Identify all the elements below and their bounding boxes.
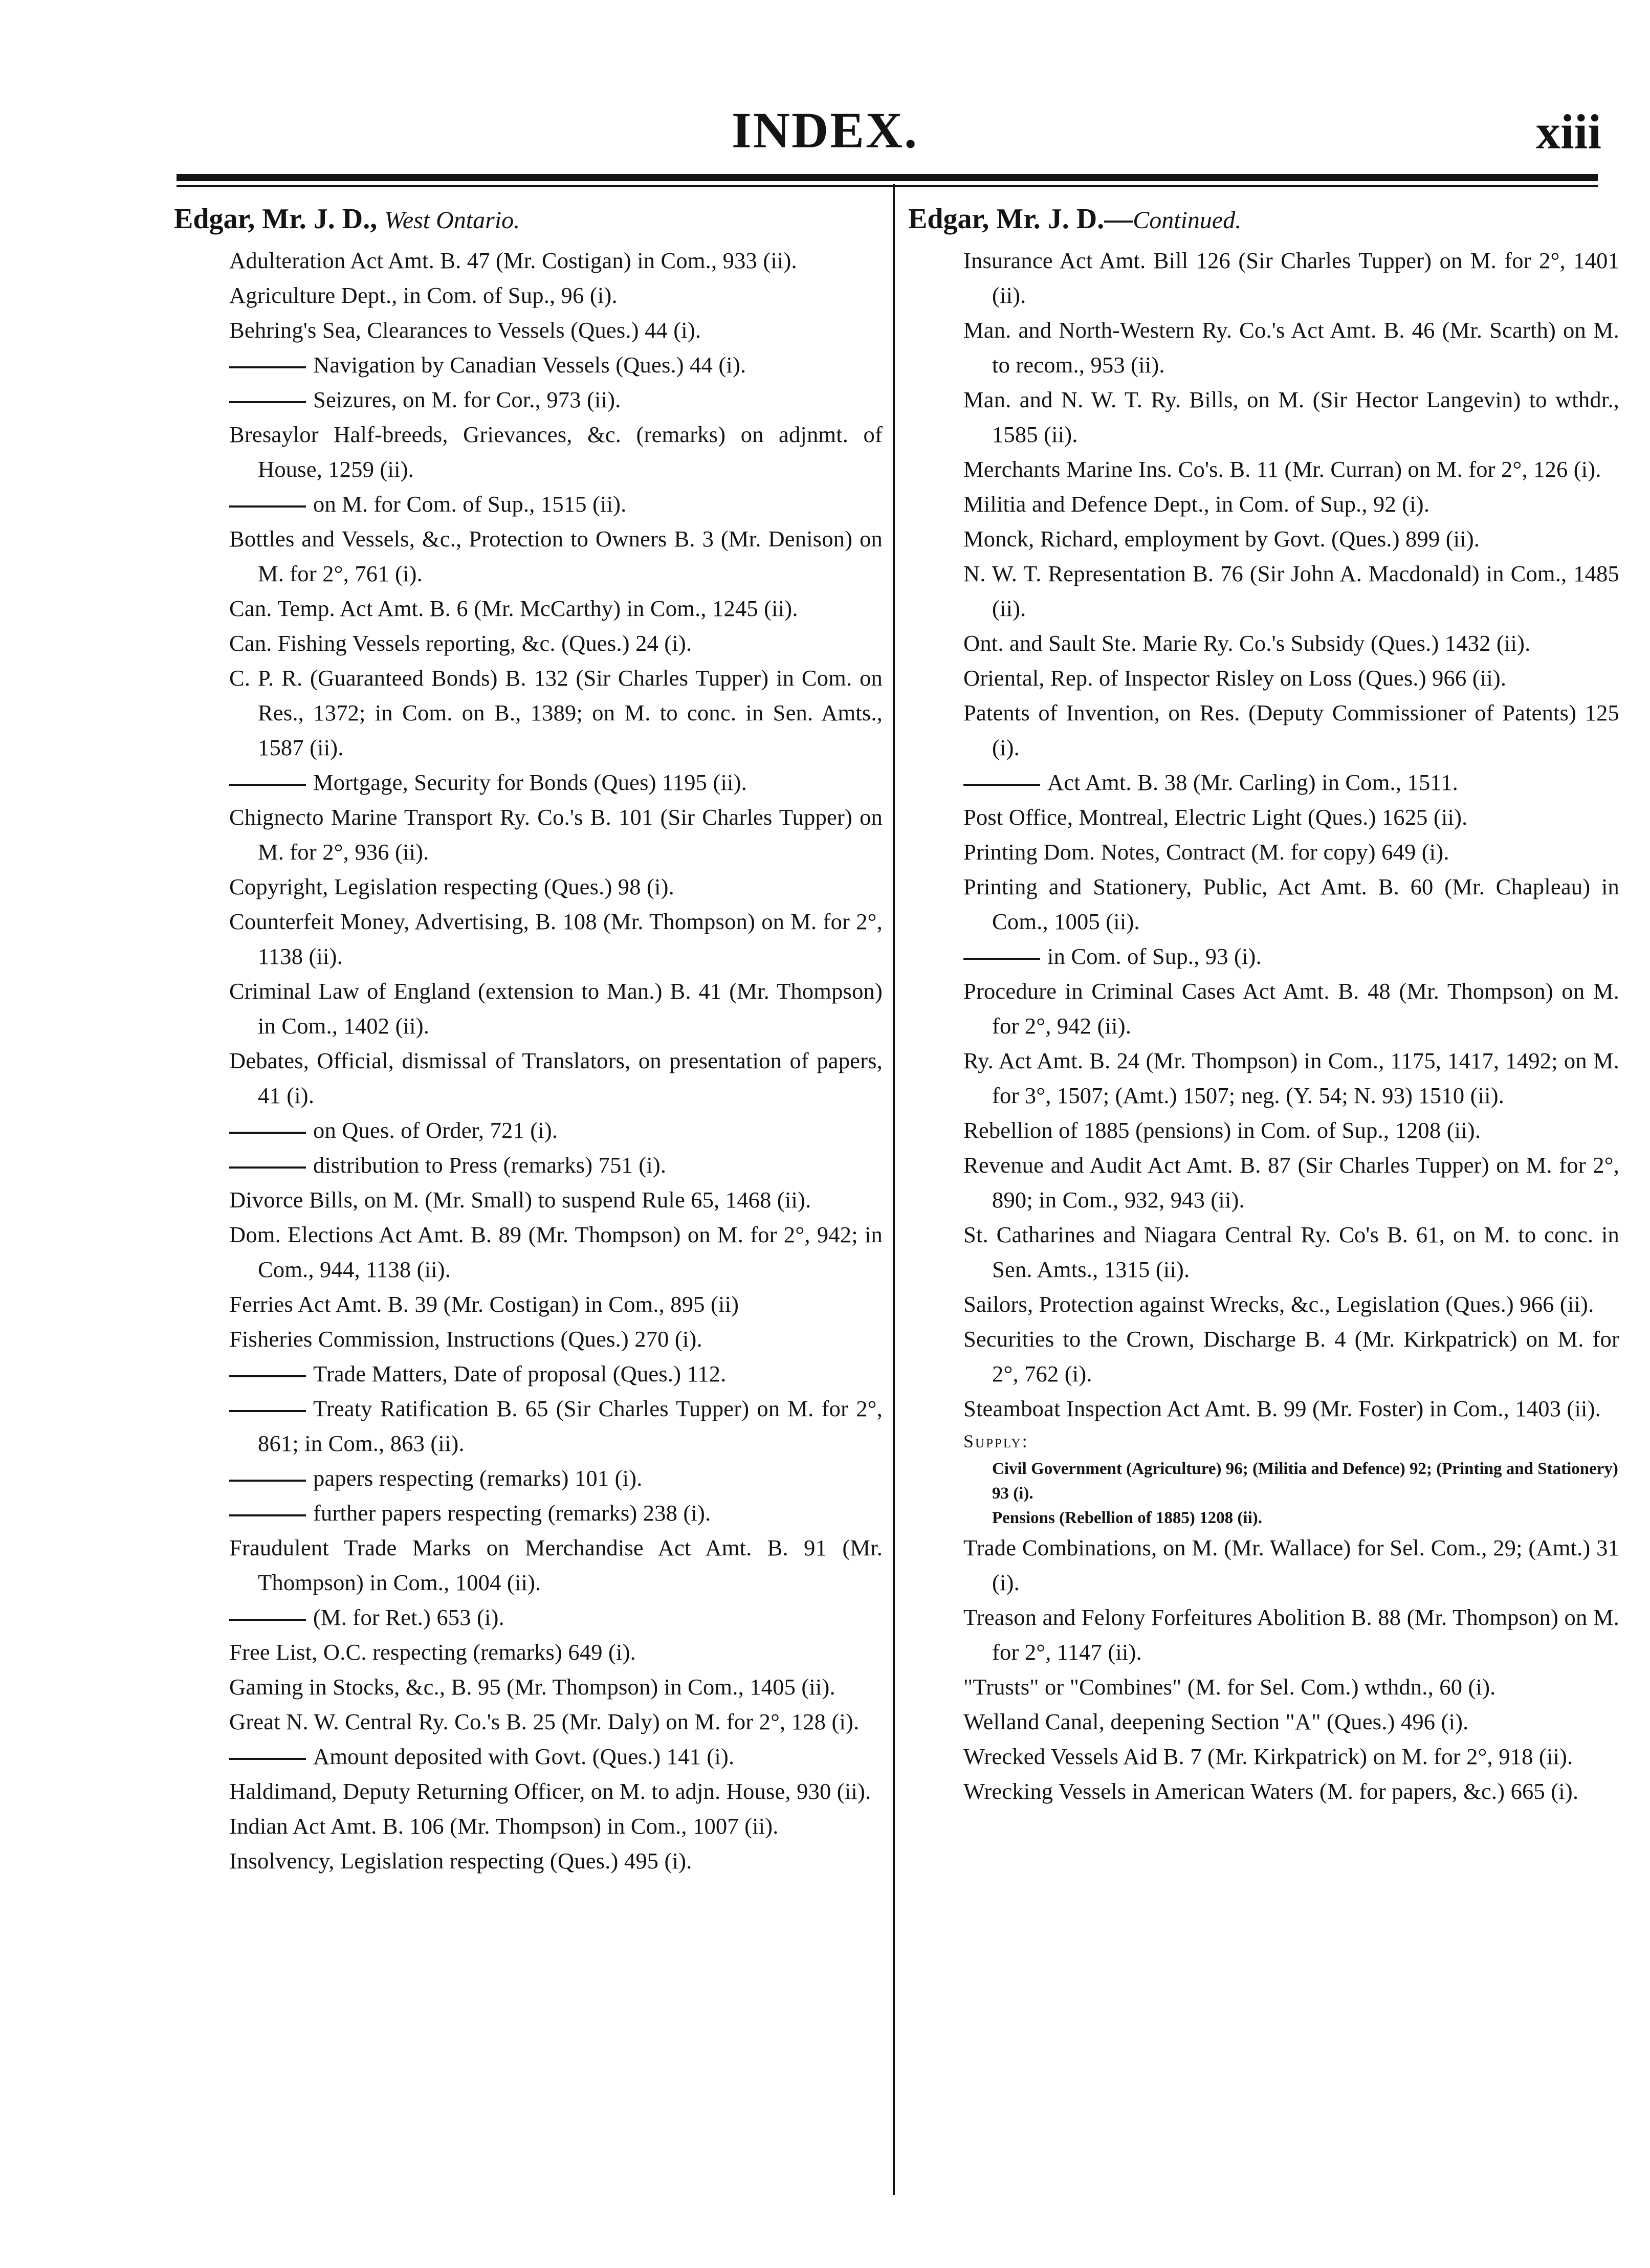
index-entry: Gaming in Stocks, &c., B. 95 (Mr. Thompson) in Com., 1405 (ii). <box>229 1674 835 1700</box>
supply-heading: Supply: <box>963 1431 1029 1451</box>
index-entry: Agriculture Dept., in Com. of Sup., 96 (i). <box>229 282 618 308</box>
page-number: xiii <box>1535 104 1601 159</box>
heading-constituency: West Ontario. <box>384 207 520 234</box>
index-entry: further papers respecting (remarks) 238 (i). <box>229 1495 883 1530</box>
index-entry: Divorce Bills, on M. (Mr. Small) to suspend Rule 65, 1468 (ii). <box>229 1187 811 1213</box>
index-entry: Printing Dom. Notes, Contract (M. for copy) 649 (i). <box>963 839 1449 865</box>
heading-member-name: Edgar, Mr. J. D., <box>174 203 378 235</box>
index-entry: Trade Combinations, on M. (Mr. Wallace) for Sel. Com., 29; (Amt.) 31 (i). <box>963 1535 1619 1595</box>
index-entry: Chignecto Marine Transport Ry. Co.'s B. 101 (Sir Charles Tupper) on M. for 2°, 936 (ii). <box>229 804 883 865</box>
index-entry: Criminal Law of England (extension to Man.) B. 41 (Mr. Thompson) in Com., 1402 (ii). <box>229 978 883 1039</box>
header-rule-thick <box>177 174 1598 181</box>
index-entry: Bresaylor Half-breeds, Grievances, &c. (remarks) on adjnmt. of House, 1259 (ii). <box>229 422 883 482</box>
heading-member-name: Edgar, Mr. J. D.— <box>908 203 1133 235</box>
index-entry: Oriental, Rep. of Inspector Risley on Loss (Ques.) 966 (ii). <box>963 665 1507 691</box>
index-entry: Treason and Felony Forfeitures Abolition B. 88 (Mr. Thompson) on M. for 2°, 1147 (ii). <box>963 1604 1619 1665</box>
index-entry: Copyright, Legislation respecting (Ques.) 98 (i). <box>229 874 674 899</box>
index-entry: Insolvency, Legislation respecting (Ques.) 495 (i). <box>229 1848 692 1874</box>
index-entry: Revenue and Audit Act Amt. B. 87 (Sir Charles Tupper) on M. for 2°, 890; in Com., 932, 943 (ii). <box>963 1152 1619 1213</box>
index-entry: C. P. R. (Guaranteed Bonds) B. 132 (Sir Charles Tupper) in Com. on Res., 1372; in Com. on B., 1389; on M. to conc. in Sen. Amts., 1587 (ii). <box>229 665 883 760</box>
index-entry: Debates, Official, dismissal of Translators, on presentation of papers, 41 (i). <box>229 1048 883 1108</box>
index-entry: Act Amt. B. 38 (Mr. Carling) in Com., 1511. <box>963 765 1619 800</box>
index-entry: Wrecked Vessels Aid B. 7 (Mr. Kirkpatrick) on M. for 2°, 918 (ii). <box>963 1744 1573 1769</box>
index-entry: Free List, O.C. respecting (remarks) 649 (i). <box>229 1639 636 1665</box>
index-entry: Navigation by Canadian Vessels (Ques.) 44 (i). <box>229 347 883 382</box>
index-entry: "Trusts" or "Combines" (M. for Sel. Com.) wthdn., 60 (i). <box>963 1674 1496 1700</box>
index-entry: Monck, Richard, employment by Govt. (Ques.) 899 (ii). <box>963 526 1480 552</box>
index-entry: Fraudulent Trade Marks on Merchandise Act Amt. B. 91 (Mr. Thompson) in Com., 1004 (ii). <box>229 1535 883 1595</box>
heading-continued: Continued. <box>1133 207 1242 234</box>
index-entry: Great N. W. Central Ry. Co.'s B. 25 (Mr. Daly) on M. for 2°, 128 (i). <box>229 1709 860 1734</box>
index-entry: Post Office, Montreal, Electric Light (Ques.) 1625 (ii). <box>963 804 1468 830</box>
index-entry: Treaty Ratification B. 65 (Sir Charles Tupper) on M. for 2°, 861; in Com., 863 (ii). <box>229 1391 883 1461</box>
index-entry: Counterfeit Money, Advertising, B. 108 (Mr. Thompson) on M. for 2°, 1138 (ii). <box>229 909 883 969</box>
index-entry: Mortgage, Security for Bonds (Ques) 1195 (ii). <box>229 765 883 800</box>
index-entry: Bottles and Vessels, &c., Protection to Owners B. 3 (Mr. Denison) on M. for 2°, 761 (i). <box>229 526 883 586</box>
index-entry: Ont. and Sault Ste. Marie Ry. Co.'s Subsidy (Ques.) 1432 (ii). <box>963 630 1531 656</box>
index-entry: distribution to Press (remarks) 751 (i). <box>229 1148 883 1182</box>
index-entry: N. W. T. Representation B. 76 (Sir John A. Macdonald) in Com., 1485 (ii). <box>963 561 1619 621</box>
header-rule-thin <box>177 185 1598 187</box>
index-entry: Wrecking Vessels in American Waters (M. for papers, &c.) 665 (i). <box>963 1778 1579 1804</box>
index-entry: papers respecting (remarks) 101 (i). <box>229 1461 883 1495</box>
index-entry: Rebellion of 1885 (pensions) in Com. of Sup., 1208 (ii). <box>963 1117 1481 1143</box>
index-entry: Steamboat Inspection Act Amt. B. 99 (Mr. Foster) in Com., 1403 (ii). <box>963 1396 1601 1421</box>
index-entry: Ry. Act Amt. B. 24 (Mr. Thompson) in Com., 1175, 1417, 1492; on M. for 3°, 1507; (Amt.) 1507; neg. (Y. 54; N. 93) 1510 (ii). <box>963 1048 1619 1108</box>
index-entry: Dom. Elections Act Amt. B. 89 (Mr. Thompson) on M. for 2°, 942; in Com., 944, 1138 (ii). <box>229 1222 883 1282</box>
index-entry: Adulteration Act Amt. B. 47 (Mr. Costigan) in Com., 933 (ii). <box>229 248 797 273</box>
left-column-heading <box>174 200 883 240</box>
index-entry: Indian Act Amt. B. 106 (Mr. Thompson) in Com., 1007 (ii). <box>229 1813 779 1839</box>
left-entries <box>174 243 883 1878</box>
supply-line: Pensions (Rebellion of 1885) 1208 (ii). <box>992 1509 1262 1527</box>
index-entry: Fisheries Commission, Instructions (Ques.) 270 (i). <box>229 1326 702 1352</box>
index-entry: on M. for Com. of Sup., 1515 (ii). <box>229 487 883 521</box>
page-title: INDEX. <box>731 102 919 159</box>
index-entry: Insurance Act Amt. Bill 126 (Sir Charles Tupper) on M. for 2°, 1401 (ii). <box>963 248 1619 308</box>
index-entry: (M. for Ret.) 653 (i). <box>229 1600 883 1635</box>
index-entry: in Com. of Sup., 93 (i). <box>963 939 1619 974</box>
column-divider <box>893 184 895 2195</box>
supply-line: Civil Government (Agriculture) 96; (Militia and Defence) 92; (Printing and Stationery) 93 (i). <box>992 1460 1618 1503</box>
index-entry: Welland Canal, deepening Section "A" (Ques.) 496 (i). <box>963 1709 1469 1734</box>
index-entry: Ferries Act Amt. B. 39 (Mr. Costigan) in Com., 895 (ii) <box>229 1291 739 1317</box>
index-entry: St. Catharines and Niagara Central Ry. Co's B. 61, on M. to conc. in Sen. Amts., 1315 (ii). <box>963 1222 1619 1282</box>
index-entry: Seizures, on M. for Cor., 973 (ii). <box>229 382 883 417</box>
index-entry: Can. Fishing Vessels reporting, &c. (Ques.) 24 (i). <box>229 630 692 656</box>
index-entry: Procedure in Criminal Cases Act Amt. B. 48 (Mr. Thompson) on M. for 2°, 942 (ii). <box>963 978 1619 1039</box>
index-entry: Amount deposited with Govt. (Ques.) 141 (i). <box>229 1739 883 1774</box>
index-entry: Merchants Marine Ins. Co's. B. 11 (Mr. Curran) on M. for 2°, 126 (i). <box>963 456 1601 482</box>
index-entry: Man. and N. W. T. Ry. Bills, on M. (Sir Hector Langevin) to wthdr., 1585 (ii). <box>963 387 1619 447</box>
supply-lines <box>908 1457 1619 1530</box>
index-entry: Militia and Defence Dept., in Com. of Sup., 92 (i). <box>963 491 1430 517</box>
index-entry: Behring's Sea, Clearances to Vessels (Ques.) 44 (i). <box>229 317 701 343</box>
index-entry: Sailors, Protection against Wrecks, &c., Legislation (Ques.) 966 (ii). <box>963 1291 1594 1317</box>
index-entry: Securities to the Crown, Discharge B. 4 (Mr. Kirkpatrick) on M. for 2°, 762 (i). <box>963 1326 1619 1386</box>
index-entry: Can. Temp. Act Amt. B. 6 (Mr. McCarthy) in Com., 1245 (ii). <box>229 596 798 621</box>
left-column <box>174 200 883 1878</box>
right-entries-before-supply <box>908 243 1619 1426</box>
index-entry: Patents of Invention, on Res. (Deputy Commissioner of Patents) 125 (i). <box>963 700 1619 760</box>
right-entries-after-supply <box>908 1530 1619 1809</box>
index-entry: Man. and North-Western Ry. Co.'s Act Amt. B. 46 (Mr. Scarth) on M. to recom., 953 (ii). <box>963 317 1619 378</box>
index-entry: on Ques. of Order, 721 (i). <box>229 1113 883 1148</box>
right-column-heading <box>908 200 1619 240</box>
index-entry: Trade Matters, Date of proposal (Ques.) 112. <box>229 1356 883 1391</box>
index-entry: Printing and Stationery, Public, Act Amt. B. 60 (Mr. Chapleau) in Com., 1005 (ii). <box>963 874 1619 934</box>
right-column <box>908 200 1619 1809</box>
index-entry: Haldimand, Deputy Returning Officer, on M. to adjn. House, 930 (ii). <box>229 1778 871 1804</box>
